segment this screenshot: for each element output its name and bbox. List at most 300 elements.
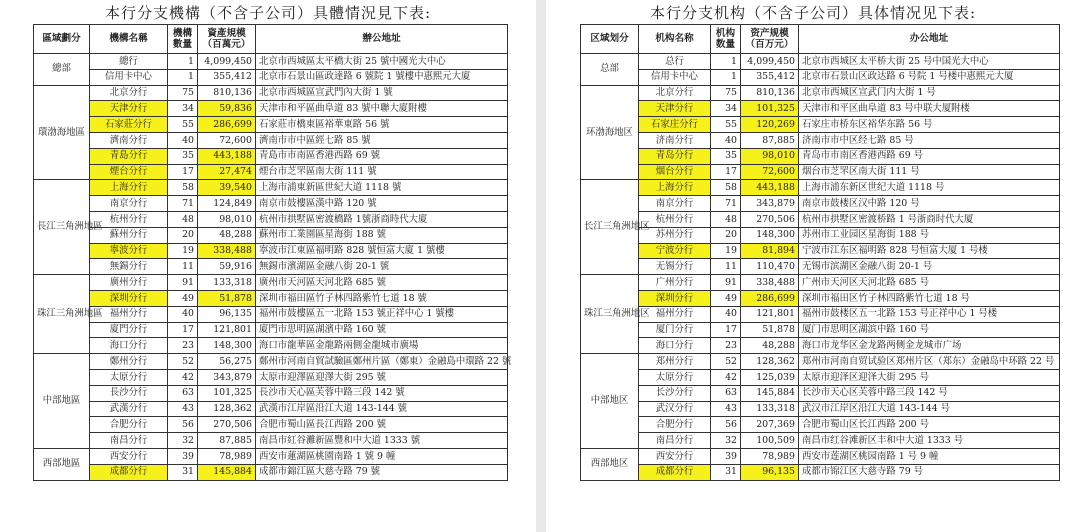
office-address-cell: 鄭州市河南自貿試驗區鄭州片區（鄭東）金融島中環路 22 號 [256, 354, 508, 370]
asset-size-cell: 39,540 [198, 180, 256, 196]
office-address-cell: 寧波市江東區福明路 828 號恒富大廈 1 號樓 [256, 243, 508, 259]
branch-table [580, 24, 1060, 481]
branch-count-cell: 11 [711, 259, 741, 275]
branch-name-cell: 海口分行 [90, 338, 168, 354]
region-cell: 环渤海地区 [581, 85, 639, 180]
branch-count-cell: 91 [711, 275, 741, 291]
table-row [581, 148, 1060, 164]
asset-size-cell: 51,878 [198, 290, 256, 306]
column-header: 辦公地址 [256, 25, 508, 54]
table-row [34, 338, 508, 354]
asset-size-cell: 51,878 [741, 322, 799, 338]
office-address-cell: 南昌市紅谷灘新區豐和中大道 1333 號 [256, 433, 508, 449]
asset-size-cell: 87,885 [741, 132, 799, 148]
branch-name-cell: 南京分行 [639, 196, 711, 212]
office-address-cell: 無錫市濱湖區金融八街 20-1 號 [256, 259, 508, 275]
branch-name-cell: 武漢分行 [90, 401, 168, 417]
asset-size-cell: 121,801 [741, 306, 799, 322]
branch-name-cell: 杭州分行 [639, 211, 711, 227]
branch-count-cell: 56 [711, 417, 741, 433]
branch-count-cell: 52 [168, 354, 198, 370]
branch-name-cell: 石家莊分行 [90, 117, 168, 133]
branch-name-cell: 厦门分行 [639, 322, 711, 338]
asset-size-cell: 81,894 [741, 243, 799, 259]
table-row [581, 369, 1060, 385]
office-address-cell: 天津市和平区曲阜道 83 号中联大厦附楼 [799, 101, 1060, 117]
office-address-cell: 太原市迎泽区迎泽大街 295 号 [799, 369, 1060, 385]
office-address-cell: 宁波市江东区福明路 828 号恒富大厦 1 号楼 [799, 243, 1060, 259]
office-address-cell: 成都市錦江區大慈寺路 79 號 [256, 464, 508, 480]
branch-count-cell: 35 [168, 148, 198, 164]
table-row [581, 464, 1060, 480]
branch-count-cell: 23 [711, 338, 741, 354]
table-row [581, 227, 1060, 243]
asset-size-cell: 100,509 [741, 433, 799, 449]
asset-size-cell: 124,849 [198, 196, 256, 212]
table-row [581, 243, 1060, 259]
branch-name-cell: 烟台分行 [639, 164, 711, 180]
left-document-panel [0, 0, 536, 532]
office-address-cell: 石家莊市橋東區裕華東路 56 號 [256, 117, 508, 133]
branch-name-cell: 蘇州分行 [90, 227, 168, 243]
asset-size-cell: 207,369 [741, 417, 799, 433]
branch-name-cell: 信用卡中心 [90, 69, 168, 85]
branch-count-cell: 39 [168, 448, 198, 464]
office-address-cell: 长沙市天心区芙蓉中路三段 142 号 [799, 385, 1060, 401]
branch-name-cell: 廈門分行 [90, 322, 168, 338]
branch-count-cell: 34 [711, 101, 741, 117]
table-row [34, 417, 508, 433]
region-cell: 珠江三角洲地区 [581, 275, 639, 354]
branch-count-cell: 17 [711, 322, 741, 338]
table-row [34, 401, 508, 417]
table-row [581, 132, 1060, 148]
asset-size-cell: 286,699 [741, 290, 799, 306]
branch-name-cell: 深圳分行 [90, 290, 168, 306]
office-address-cell: 合肥市蜀山區長江西路 200 號 [256, 417, 508, 433]
right-document-panel [546, 0, 1080, 532]
table-row [34, 148, 508, 164]
branch-name-cell: 长沙分行 [639, 385, 711, 401]
branch-count-cell: 75 [168, 85, 198, 101]
branch-name-cell: 北京分行 [639, 85, 711, 101]
branch-count-cell: 23 [168, 338, 198, 354]
office-address-cell: 广州市天河区天河北路 685 号 [799, 275, 1060, 291]
office-address-cell: 北京市西城区宣武门内大街 1 号 [799, 85, 1060, 101]
branch-name-cell: 西安分行 [90, 448, 168, 464]
branch-count-cell: 63 [711, 385, 741, 401]
office-address-cell: 青島市市南區香港西路 69 號 [256, 148, 508, 164]
office-address-cell: 上海市浦東新區世紀大道 1118 號 [256, 180, 508, 196]
asset-size-cell: 338,488 [198, 243, 256, 259]
table-row [34, 180, 508, 196]
branch-count-cell: 1 [168, 69, 198, 85]
region-cell: 西部地區 [34, 448, 90, 480]
office-address-cell: 武漢市江岸區沿江大道 143-144 號 [256, 401, 508, 417]
table-row [34, 369, 508, 385]
asset-size-cell: 48,288 [741, 338, 799, 354]
branch-count-cell: 19 [168, 243, 198, 259]
table-row [34, 306, 508, 322]
table-row [34, 227, 508, 243]
office-address-cell: 長沙市天心區芙蓉中路三段 142 號 [256, 385, 508, 401]
asset-size-cell: 78,989 [198, 448, 256, 464]
asset-size-cell: 443,188 [198, 148, 256, 164]
branch-name-cell: 武汉分行 [639, 401, 711, 417]
branch-count-cell: 40 [168, 132, 198, 148]
table-row [581, 196, 1060, 212]
table-row [34, 85, 508, 101]
table-row [581, 306, 1060, 322]
table-row [581, 322, 1060, 338]
office-address-cell: 廣州市天河區天河北路 685 號 [256, 275, 508, 291]
branch-name-cell: 上海分行 [90, 180, 168, 196]
office-address-cell: 烟台市芝罘区南大街 111 号 [799, 164, 1060, 180]
office-address-cell: 南京市鼓楼区汉中路 120 号 [799, 196, 1060, 212]
column-header: 区域划分 [581, 25, 639, 54]
asset-size-cell: 96,135 [741, 464, 799, 480]
branch-count-cell: 43 [168, 401, 198, 417]
asset-size-cell: 4,099,450 [741, 54, 799, 70]
branch-count-cell: 1 [711, 54, 741, 70]
office-address-cell: 北京市西城区太平桥大街 25 号中国光大中心 [799, 54, 1060, 70]
office-address-cell: 无锡市滨湖区金融八街 20-1 号 [799, 259, 1060, 275]
office-address-cell: 杭州市拱墅區密渡橋路 1號浙商時代大廈 [256, 211, 508, 227]
asset-size-cell: 56,275 [198, 354, 256, 370]
table-row [34, 196, 508, 212]
column-header: 機構名稱 [90, 25, 168, 54]
branch-count-cell: 91 [168, 275, 198, 291]
table-row [581, 417, 1060, 433]
region-cell: 总部 [581, 54, 639, 86]
office-address-cell: 深圳市福田区竹子林四路紫竹七道 18 号 [799, 290, 1060, 306]
branch-name-cell: 寧波分行 [90, 243, 168, 259]
branch-name-cell: 合肥分行 [90, 417, 168, 433]
office-address-cell: 北京市石景山區政達路 6 號院 1 號樓中惠熙元大廈 [256, 69, 508, 85]
table-row [34, 385, 508, 401]
region-cell: 西部地区 [581, 448, 639, 480]
office-address-cell: 厦门市思明区湖滨中路 160 号 [799, 322, 1060, 338]
asset-size-cell: 145,884 [198, 464, 256, 480]
branch-name-cell: 青岛分行 [639, 148, 711, 164]
table-row [34, 101, 508, 117]
region-cell: 长江三角洲地区 [581, 180, 639, 275]
asset-size-cell: 98,010 [198, 211, 256, 227]
asset-size-cell: 810,136 [198, 85, 256, 101]
table-row [581, 401, 1060, 417]
office-address-cell: 海口市龍華區金龍路兩側金龍城市廣場 [256, 338, 508, 354]
asset-size-cell: 125,039 [741, 369, 799, 385]
branch-count-cell: 49 [711, 290, 741, 306]
region-cell: 總部 [34, 54, 90, 86]
office-address-cell: 海口市龙华区金龙路两侧金龙城市广场 [799, 338, 1060, 354]
branch-count-cell: 40 [711, 132, 741, 148]
asset-size-cell: 270,506 [198, 417, 256, 433]
branch-count-cell: 39 [711, 448, 741, 464]
branch-name-cell: 福州分行 [639, 306, 711, 322]
asset-size-cell: 48,288 [198, 227, 256, 243]
branch-name-cell: 南昌分行 [90, 433, 168, 449]
branch-count-cell: 58 [711, 180, 741, 196]
column-header: 資產規模 （百萬元） [198, 25, 256, 54]
table-header-row [581, 25, 1060, 54]
table-row [34, 259, 508, 275]
table-row [34, 211, 508, 227]
table-row [34, 164, 508, 180]
branch-count-cell: 40 [711, 306, 741, 322]
table-row [34, 433, 508, 449]
office-address-cell: 北京市西城區太平橋大街 25 號中國光大中心 [256, 54, 508, 70]
office-address-cell: 福州市鼓楼区五一北路 153 号正祥中心 1 号楼 [799, 306, 1060, 322]
branch-name-cell: 無錫分行 [90, 259, 168, 275]
asset-size-cell: 101,325 [198, 385, 256, 401]
asset-size-cell: 110,470 [741, 259, 799, 275]
column-header: 机构 数量 [711, 25, 741, 54]
table-header-row [34, 25, 508, 54]
branch-count-cell: 63 [168, 385, 198, 401]
column-header: 區域劃分 [34, 25, 90, 54]
asset-size-cell: 27,474 [198, 164, 256, 180]
asset-size-cell: 59,836 [198, 101, 256, 117]
asset-size-cell: 148,300 [198, 338, 256, 354]
branch-name-cell: 合肥分行 [639, 417, 711, 433]
branch-count-cell: 19 [711, 243, 741, 259]
table-row [34, 243, 508, 259]
branch-count-cell: 40 [168, 306, 198, 322]
office-address-cell: 煙台市芝罘區南大街 111 號 [256, 164, 508, 180]
table-row [581, 290, 1060, 306]
table-row [581, 54, 1060, 70]
branch-name-cell: 无锡分行 [639, 259, 711, 275]
table-row [581, 211, 1060, 227]
branch-name-cell: 深圳分行 [639, 290, 711, 306]
office-address-cell: 上海市浦东新区世纪大道 1118 号 [799, 180, 1060, 196]
asset-size-cell: 443,188 [741, 180, 799, 196]
branch-name-cell: 廣州分行 [90, 275, 168, 291]
table-row [581, 448, 1060, 464]
branch-name-cell: 青島分行 [90, 148, 168, 164]
branch-count-cell: 11 [168, 259, 198, 275]
table-row [581, 354, 1060, 370]
office-address-cell: 北京市石景山区政达路 6 号院 1 号楼中惠熙元大厦 [799, 69, 1060, 85]
document-title: 本行分支機構（不含子公司）具體情況見下表: [104, 4, 432, 22]
office-address-cell: 西安市莲湖区桃园南路 1 号 9 幢 [799, 448, 1060, 464]
branch-table [33, 24, 512, 481]
asset-size-cell: 148,300 [741, 227, 799, 243]
asset-size-cell: 810,136 [741, 85, 799, 101]
branch-name-cell: 海口分行 [639, 338, 711, 354]
branch-count-cell: 20 [168, 227, 198, 243]
branch-name-cell: 郑州分行 [639, 354, 711, 370]
branch-count-cell: 75 [711, 85, 741, 101]
column-header: 机构名称 [639, 25, 711, 54]
branch-count-cell: 58 [168, 180, 198, 196]
table-row [34, 54, 508, 70]
asset-size-cell: 101,325 [741, 101, 799, 117]
document-title: 本行分支机构（不含子公司）具体情况见下表: [649, 4, 977, 22]
branch-count-cell: 56 [168, 417, 198, 433]
office-address-cell: 太原市迎澤區迎澤大街 295 號 [256, 369, 508, 385]
branch-name-cell: 煙台分行 [90, 164, 168, 180]
table-row [34, 69, 508, 85]
branch-count-cell: 49 [168, 290, 198, 306]
branch-name-cell: 石家庄分行 [639, 117, 711, 133]
branch-name-cell: 杭州分行 [90, 211, 168, 227]
branch-count-cell: 32 [168, 433, 198, 449]
asset-size-cell: 343,879 [198, 369, 256, 385]
table-row [34, 464, 508, 480]
branch-count-cell: 71 [168, 196, 198, 212]
branch-name-cell: 苏州分行 [639, 227, 711, 243]
branch-name-cell: 总行 [639, 54, 711, 70]
table-row [581, 259, 1060, 275]
branch-count-cell: 42 [711, 369, 741, 385]
column-header: 機構 數量 [168, 25, 198, 54]
branch-name-cell: 天津分行 [639, 101, 711, 117]
branch-name-cell: 上海分行 [639, 180, 711, 196]
table-row [581, 101, 1060, 117]
branch-count-cell: 71 [711, 196, 741, 212]
asset-size-cell: 270,506 [741, 211, 799, 227]
branch-count-cell: 17 [168, 322, 198, 338]
region-cell: 珠江三角洲地區 [34, 275, 90, 354]
branch-count-cell: 20 [711, 227, 741, 243]
branch-count-cell: 35 [711, 148, 741, 164]
office-address-cell: 合肥市蜀山区长江西路 200 号 [799, 417, 1060, 433]
asset-size-cell: 286,699 [198, 117, 256, 133]
branch-name-cell: 广州分行 [639, 275, 711, 291]
asset-size-cell: 355,412 [198, 69, 256, 85]
branch-count-cell: 31 [168, 464, 198, 480]
column-header: 办公地址 [799, 25, 1060, 54]
table-row [581, 433, 1060, 449]
branch-name-cell: 济南分行 [639, 132, 711, 148]
office-address-cell: 郑州市河南自贸试验区郑州片区（郑东）金融岛中环路 22 号 [799, 354, 1060, 370]
office-address-cell: 廈門市思明區湖濱中路 160 號 [256, 322, 508, 338]
asset-size-cell: 121,801 [198, 322, 256, 338]
table-row [34, 290, 508, 306]
branch-name-cell: 長沙分行 [90, 385, 168, 401]
office-address-cell: 北京市西城區宣武門內大街 1 號 [256, 85, 508, 101]
branch-count-cell: 1 [168, 54, 198, 70]
asset-size-cell: 343,879 [741, 196, 799, 212]
office-address-cell: 天津市和平區曲阜道 83 號中聯大廈附樓 [256, 101, 508, 117]
asset-size-cell: 338,488 [741, 275, 799, 291]
office-address-cell: 西安市蓮湖區桃園南路 1 號 9 幢 [256, 448, 508, 464]
asset-size-cell: 133,318 [741, 401, 799, 417]
branch-name-cell: 總行 [90, 54, 168, 70]
branch-count-cell: 43 [711, 401, 741, 417]
branch-name-cell: 南京分行 [90, 196, 168, 212]
branch-count-cell: 52 [711, 354, 741, 370]
office-address-cell: 南京市鼓樓區漢中路 120 號 [256, 196, 508, 212]
branch-name-cell: 南昌分行 [639, 433, 711, 449]
office-address-cell: 濟南市市中區經七路 85 號 [256, 132, 508, 148]
office-address-cell: 苏州市工业园区星海街 188 号 [799, 227, 1060, 243]
region-cell: 長江三角洲地區 [34, 180, 90, 275]
office-address-cell: 蘇州市工業園區星海街 188 號 [256, 227, 508, 243]
asset-size-cell: 98,010 [741, 148, 799, 164]
branch-name-cell: 成都分行 [639, 464, 711, 480]
panel-divider [536, 0, 546, 532]
table-row [581, 164, 1060, 180]
asset-size-cell: 96,135 [198, 306, 256, 322]
branch-name-cell: 西安分行 [639, 448, 711, 464]
office-address-cell: 杭州市拱墅区密渡桥路 1 号浙商时代大厦 [799, 211, 1060, 227]
branch-count-cell: 42 [168, 369, 198, 385]
branch-name-cell: 宁波分行 [639, 243, 711, 259]
office-address-cell: 深圳市福田區竹子林四路紫竹七道 18 號 [256, 290, 508, 306]
asset-size-cell: 145,884 [741, 385, 799, 401]
table-row [34, 117, 508, 133]
table-row [581, 385, 1060, 401]
branch-name-cell: 成都分行 [90, 464, 168, 480]
asset-size-cell: 72,600 [741, 164, 799, 180]
office-address-cell: 福州市鼓樓區五一北路 153 號正祥中心 1 號樓 [256, 306, 508, 322]
asset-size-cell: 4,099,450 [198, 54, 256, 70]
office-address-cell: 南昌市红谷滩新区丰和中大道 1333 号 [799, 433, 1060, 449]
branch-count-cell: 48 [711, 211, 741, 227]
table-row [34, 275, 508, 291]
asset-size-cell: 128,362 [198, 401, 256, 417]
branch-count-cell: 17 [711, 164, 741, 180]
branch-name-cell: 信用卡中心 [639, 69, 711, 85]
table-row [34, 132, 508, 148]
table-row [34, 322, 508, 338]
branch-count-cell: 48 [168, 211, 198, 227]
branch-name-cell: 天津分行 [90, 101, 168, 117]
branch-name-cell: 福州分行 [90, 306, 168, 322]
table-row [581, 85, 1060, 101]
office-address-cell: 青岛市市南区香港西路 69 号 [799, 148, 1060, 164]
asset-size-cell: 128,362 [741, 354, 799, 370]
asset-size-cell: 59,916 [198, 259, 256, 275]
column-header: 资产规模 （百万元） [741, 25, 799, 54]
table-row [581, 69, 1060, 85]
asset-size-cell: 355,412 [741, 69, 799, 85]
region-cell: 中部地區 [34, 354, 90, 449]
asset-size-cell: 72,600 [198, 132, 256, 148]
table-row [581, 180, 1060, 196]
branch-count-cell: 31 [711, 464, 741, 480]
branch-name-cell: 北京分行 [90, 85, 168, 101]
branch-name-cell: 鄭州分行 [90, 354, 168, 370]
asset-size-cell: 78,989 [741, 448, 799, 464]
office-address-cell: 成都市锦江区大慈寺路 79 号 [799, 464, 1060, 480]
table-row [581, 117, 1060, 133]
branch-count-cell: 34 [168, 101, 198, 117]
asset-size-cell: 120,269 [741, 117, 799, 133]
asset-size-cell: 133,318 [198, 275, 256, 291]
office-address-cell: 石家庄市桥东区裕华东路 56 号 [799, 117, 1060, 133]
branch-count-cell: 1 [711, 69, 741, 85]
table-row [34, 448, 508, 464]
branch-count-cell: 17 [168, 164, 198, 180]
branch-count-cell: 55 [711, 117, 741, 133]
branch-name-cell: 濟南分行 [90, 132, 168, 148]
region-cell: 中部地区 [581, 354, 639, 449]
branch-name-cell: 太原分行 [639, 369, 711, 385]
branch-name-cell: 太原分行 [90, 369, 168, 385]
office-address-cell: 济南市市中区经七路 85 号 [799, 132, 1060, 148]
office-address-cell: 武汉市江岸区沿江大道 143-144 号 [799, 401, 1060, 417]
branch-count-cell: 55 [168, 117, 198, 133]
branch-count-cell: 32 [711, 433, 741, 449]
asset-size-cell: 87,885 [198, 433, 256, 449]
table-row [34, 354, 508, 370]
table-row [581, 275, 1060, 291]
table-row [581, 338, 1060, 354]
